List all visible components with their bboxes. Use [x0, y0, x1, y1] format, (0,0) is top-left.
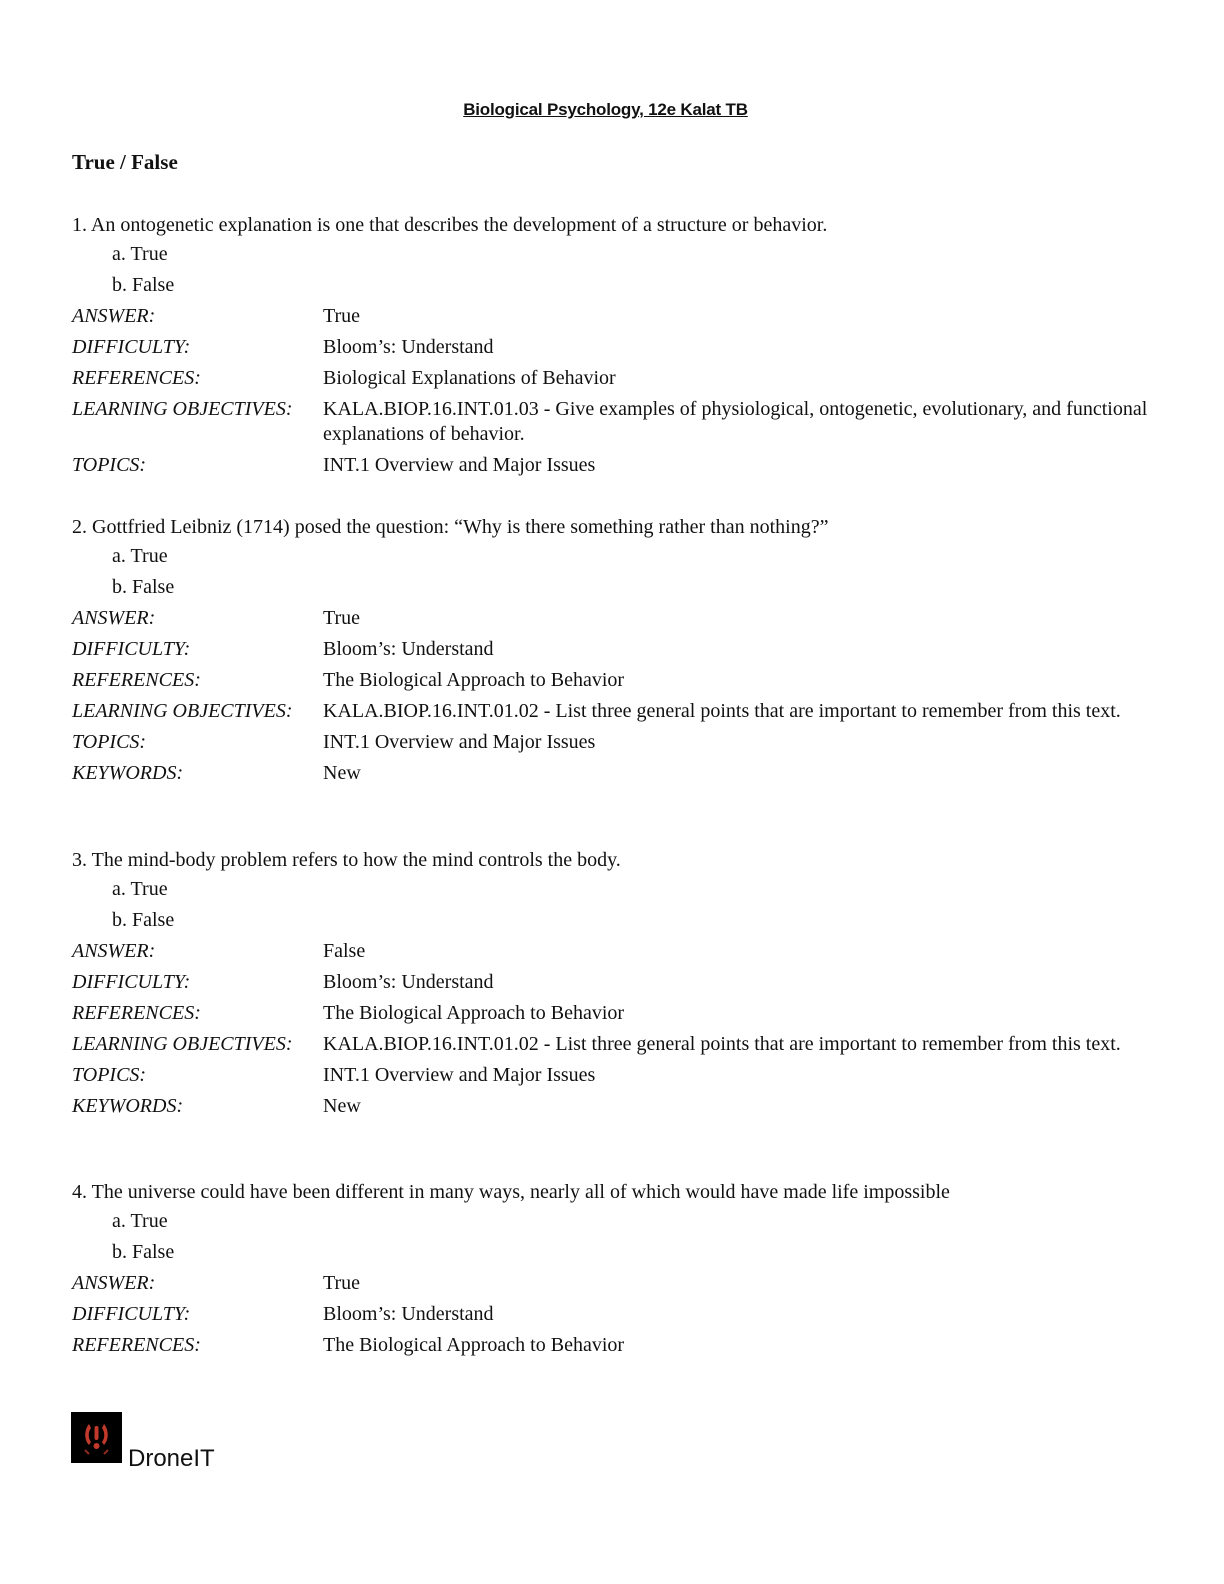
meta-references: [72, 363, 1152, 394]
meta-key: ANSWER:: [72, 1272, 156, 1294]
meta-value: True: [323, 1272, 361, 1294]
meta-key: TOPICS:: [72, 1064, 147, 1086]
meta-value: The Biological Approach to Behavior: [323, 1334, 625, 1356]
meta-value: Bloom’s: Understand: [323, 336, 494, 358]
meta-key: DIFFICULTY:: [72, 638, 191, 660]
option-a: a. True: [112, 878, 168, 900]
question-stem: 2. Gottfried Leibniz (1714) posed the question: “Why is there something rather than nothing?”: [72, 516, 829, 538]
meta-value: INT.1 Overview and Major Issues: [323, 454, 596, 476]
meta-learning-objectives: [72, 1029, 1152, 1060]
meta-key: KEYWORDS:: [72, 1095, 184, 1117]
meta-key: LEARNING OBJECTIVES:: [72, 700, 293, 722]
meta-key: ANSWER:: [72, 607, 156, 629]
meta-value: KALA.BIOP.16.INT.01.03 - Give examples of physiological, ontogenetic, evolutionary, and functional explanations of behavior.: [323, 398, 1148, 445]
meta-key: TOPICS:: [72, 454, 147, 476]
meta-key: DIFFICULTY:: [72, 336, 191, 358]
meta-key: REFERENCES:: [72, 1334, 201, 1356]
meta-references: [72, 998, 1152, 1029]
meta-key: TOPICS:: [72, 731, 147, 753]
meta-key: LEARNING OBJECTIVES:: [72, 398, 293, 420]
meta-value: Bloom’s: Understand: [323, 1303, 494, 1325]
question-stem: 3. The mind-body problem refers to how the mind controls the body.: [72, 849, 621, 871]
meta-key: DIFFICULTY:: [72, 971, 191, 993]
meta-keywords: [72, 758, 1152, 789]
option-b: b. False: [112, 274, 175, 296]
meta-keywords: [72, 1091, 1152, 1122]
meta-value: Bloom’s: Understand: [323, 638, 494, 660]
meta-value: The Biological Approach to Behavior: [323, 669, 625, 691]
meta-topics: [72, 727, 1152, 758]
meta-key: LEARNING OBJECTIVES:: [72, 1033, 293, 1055]
option-a: a. True: [112, 545, 168, 567]
brand-name: DroneIT: [128, 1445, 215, 1472]
meta-key: REFERENCES:: [72, 1002, 201, 1024]
meta-value: KALA.BIOP.16.INT.01.02 - List three general points that are important to remember from this text.: [323, 1033, 1121, 1055]
drone-glyph-icon: [71, 1412, 122, 1463]
option-a: a. True: [112, 243, 168, 265]
meta-value: True: [323, 305, 361, 327]
meta-key: REFERENCES:: [72, 367, 201, 389]
meta-key: ANSWER:: [72, 940, 156, 962]
meta-difficulty: [72, 1299, 1152, 1330]
meta-references: [72, 665, 1152, 696]
meta-value: INT.1 Overview and Major Issues: [323, 731, 596, 753]
question-stem: 4. The universe could have been different in many ways, nearly all of which would have made life impossible: [72, 1181, 950, 1203]
meta-value: False: [323, 940, 366, 962]
option-a: a. True: [112, 1210, 168, 1232]
meta-key: ANSWER:: [72, 305, 156, 327]
droneit-logo-icon: [71, 1412, 122, 1463]
meta-value: INT.1 Overview and Major Issues: [323, 1064, 596, 1086]
question-3: [72, 846, 1152, 1122]
meta-key: DIFFICULTY:: [72, 1303, 191, 1325]
meta-topics: [72, 450, 1152, 481]
option-b: b. False: [112, 576, 175, 598]
section-heading: True / False: [72, 150, 178, 174]
meta-references: [72, 1330, 1152, 1361]
question-2: [72, 513, 1152, 789]
meta-learning-objectives: [72, 696, 1152, 727]
meta-answer: [72, 603, 1152, 634]
question-4: [72, 1178, 1152, 1361]
meta-difficulty: [72, 967, 1152, 998]
question-1: [72, 211, 1152, 481]
option-b: b. False: [112, 1241, 175, 1263]
meta-value: Bloom’s: Understand: [323, 971, 494, 993]
question-stem: 1. An ontogenetic explanation is one that describes the development of a structure or behavior.: [72, 214, 828, 236]
meta-key: REFERENCES:: [72, 669, 201, 691]
meta-value: New: [323, 762, 361, 784]
meta-difficulty: [72, 634, 1152, 665]
meta-learning-objectives: [72, 394, 1152, 450]
meta-value: True: [323, 607, 361, 629]
meta-answer: [72, 936, 1152, 967]
meta-topics: [72, 1060, 1152, 1091]
meta-value: The Biological Approach to Behavior: [323, 1002, 625, 1024]
meta-key: KEYWORDS:: [72, 762, 184, 784]
footer-brand: [71, 1412, 215, 1472]
option-b: b. False: [112, 909, 175, 931]
meta-value: New: [323, 1095, 361, 1117]
page-title: Biological Psychology, 12e Kalat TB: [463, 100, 748, 119]
meta-answer: [72, 301, 1152, 332]
meta-answer: [72, 1268, 1152, 1299]
meta-value: KALA.BIOP.16.INT.01.02 - List three general points that are important to remember from this text.: [323, 700, 1121, 722]
meta-difficulty: [72, 332, 1152, 363]
meta-value: Biological Explanations of Behavior: [323, 367, 616, 389]
